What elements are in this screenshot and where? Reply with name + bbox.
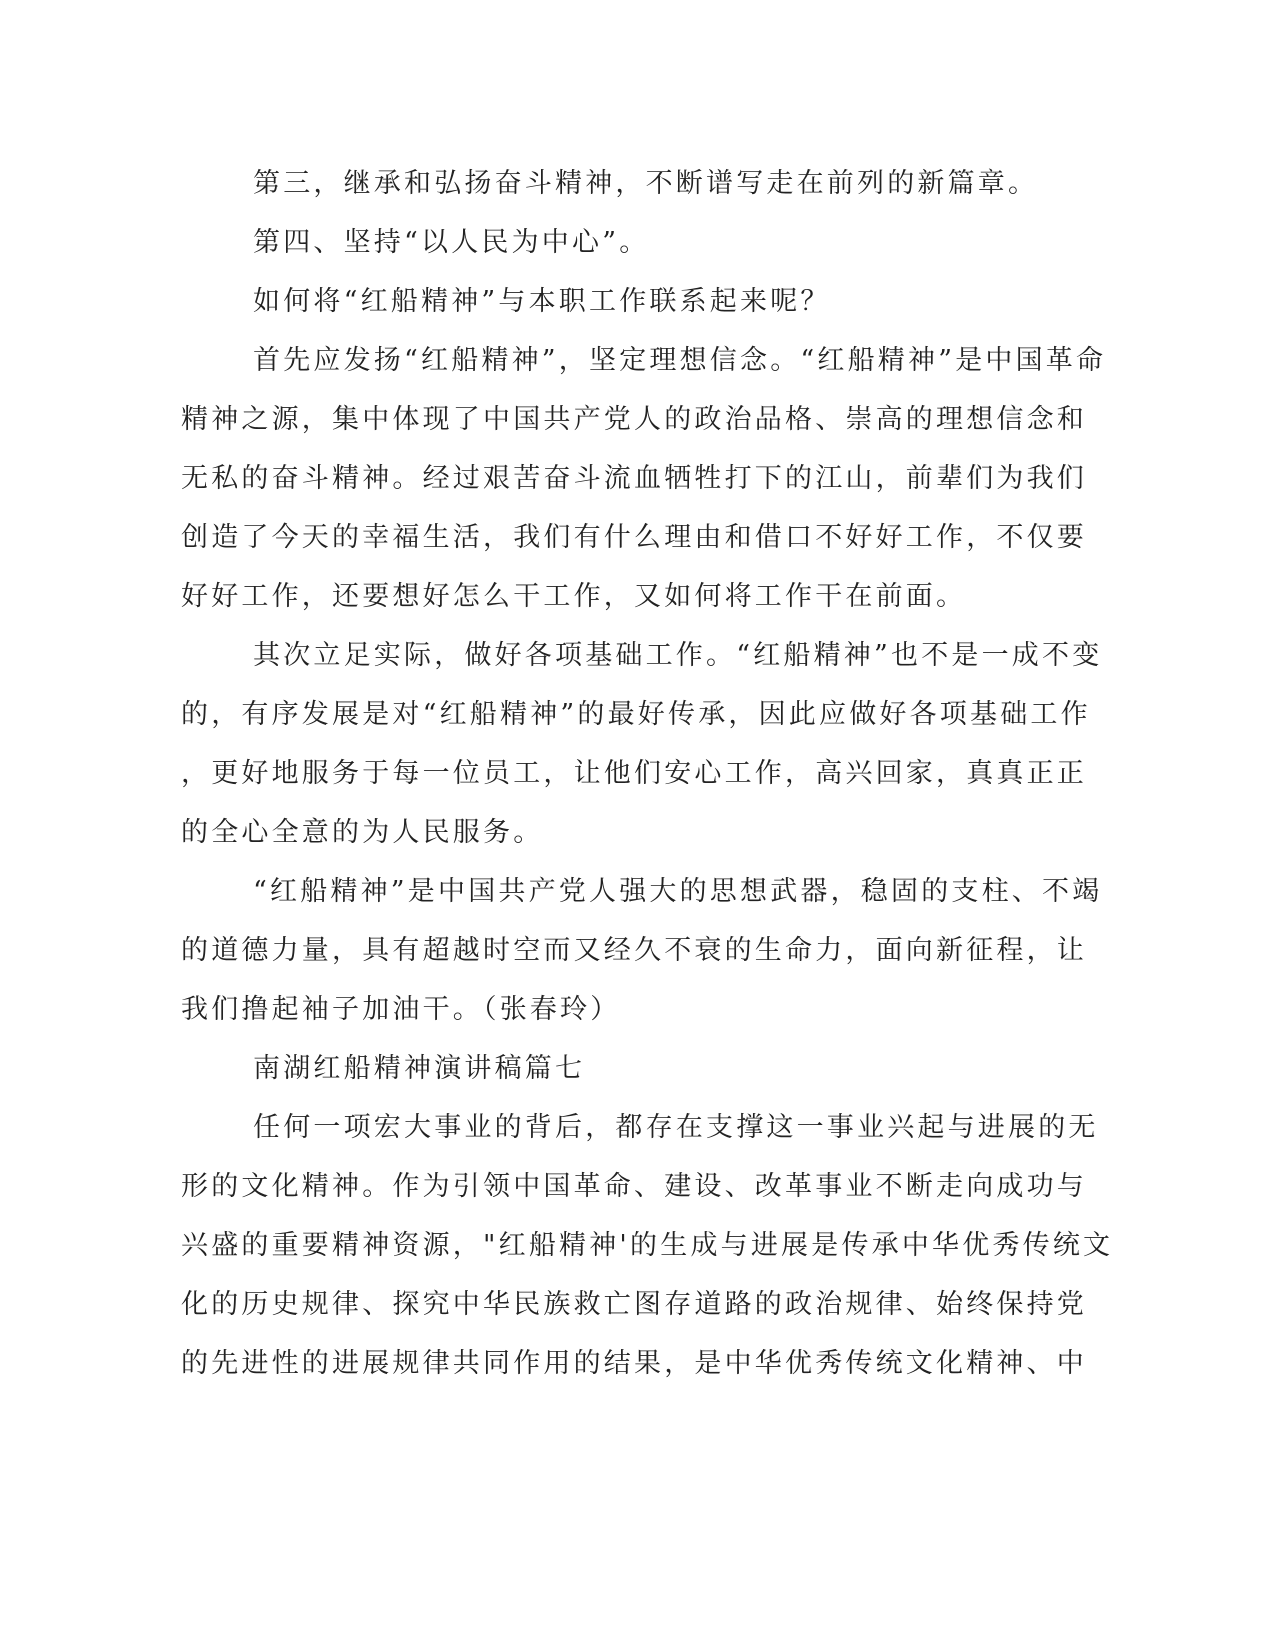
section-heading bbox=[181, 1039, 1031, 1098]
text-line: 的，有序发展是对“红船精神”的最好传承，因此应做好各项基础工作 bbox=[181, 699, 1091, 730]
text-line: 兴盛的重要精神资源，"红船精神'的生成与进展是传承中华优秀传统文 bbox=[181, 1230, 1114, 1261]
paragraph-question bbox=[181, 272, 1031, 331]
paragraph-secondly bbox=[181, 626, 1103, 862]
text-line: 精神之源，集中体现了中国共产党人的政治品格、崇高的理想信念和 bbox=[181, 404, 1087, 435]
text-line: 形的文化精神。作为引领中国革命、建设、改革事业不断走向成功与 bbox=[181, 1171, 1087, 1202]
text-line: 任何一项宏大事业的背后，都存在支撑这一事业兴起与进展的无 bbox=[253, 1112, 1099, 1143]
paragraph-fourth-point bbox=[181, 213, 1031, 272]
text-line: 的先进性的进展规律共同作用的结果，是中华优秀传统文化精神、中 bbox=[181, 1348, 1087, 1379]
paragraph-third-point bbox=[181, 154, 1039, 213]
text-line: 好好工作，还要想好怎么干工作，又如何将工作干在前面。 bbox=[181, 581, 967, 612]
text-line: 第三，继承和弘扬奋斗精神，不断谱写走在前列的新篇章。 bbox=[253, 168, 1039, 199]
text-line: “红船精神”是中国共产党人强大的思想武器，稳固的支柱、不竭 bbox=[253, 876, 1103, 907]
text-line: ，更好地服务于每一位员工，让他们安心工作，高兴回家，真真正正 bbox=[181, 758, 1087, 789]
text-line: 首先应发扬“红船精神”，坚定理想信念。“红船精神”是中国革命 bbox=[253, 345, 1107, 376]
text-line: 南湖红船精神演讲稿篇七 bbox=[253, 1053, 586, 1084]
paragraph-section-seven bbox=[181, 1098, 1114, 1393]
paragraph-conclusion bbox=[181, 862, 1103, 1039]
paragraph-firstly bbox=[181, 331, 1107, 626]
text-line: 如何将“红船精神”与本职工作联系起来呢？ bbox=[253, 286, 831, 317]
text-line: 无私的奋斗精神。经过艰苦奋斗流血牺牲打下的江山，前辈们为我们 bbox=[181, 463, 1087, 494]
document-body bbox=[181, 154, 1114, 1393]
text-line: 化的历史规律、探究中华民族救亡图存道路的政治规律、始终保持党 bbox=[181, 1289, 1087, 1320]
text-line: 的道德力量，具有超越时空而又经久不衰的生命力，面向新征程，让 bbox=[181, 935, 1087, 966]
text-line: 我们撸起袖子加油干。（张春玲） bbox=[181, 994, 621, 1025]
text-line: 的全心全意的为人民服务。 bbox=[181, 817, 544, 848]
text-line: 第四、坚持“以人民为中心”。 bbox=[253, 227, 650, 258]
text-line: 创造了今天的幸福生活，我们有什么理由和借口不好好工作，不仅要 bbox=[181, 522, 1087, 553]
text-line: 其次立足实际，做好各项基础工作。“红船精神”也不是一成不变 bbox=[253, 640, 1103, 671]
